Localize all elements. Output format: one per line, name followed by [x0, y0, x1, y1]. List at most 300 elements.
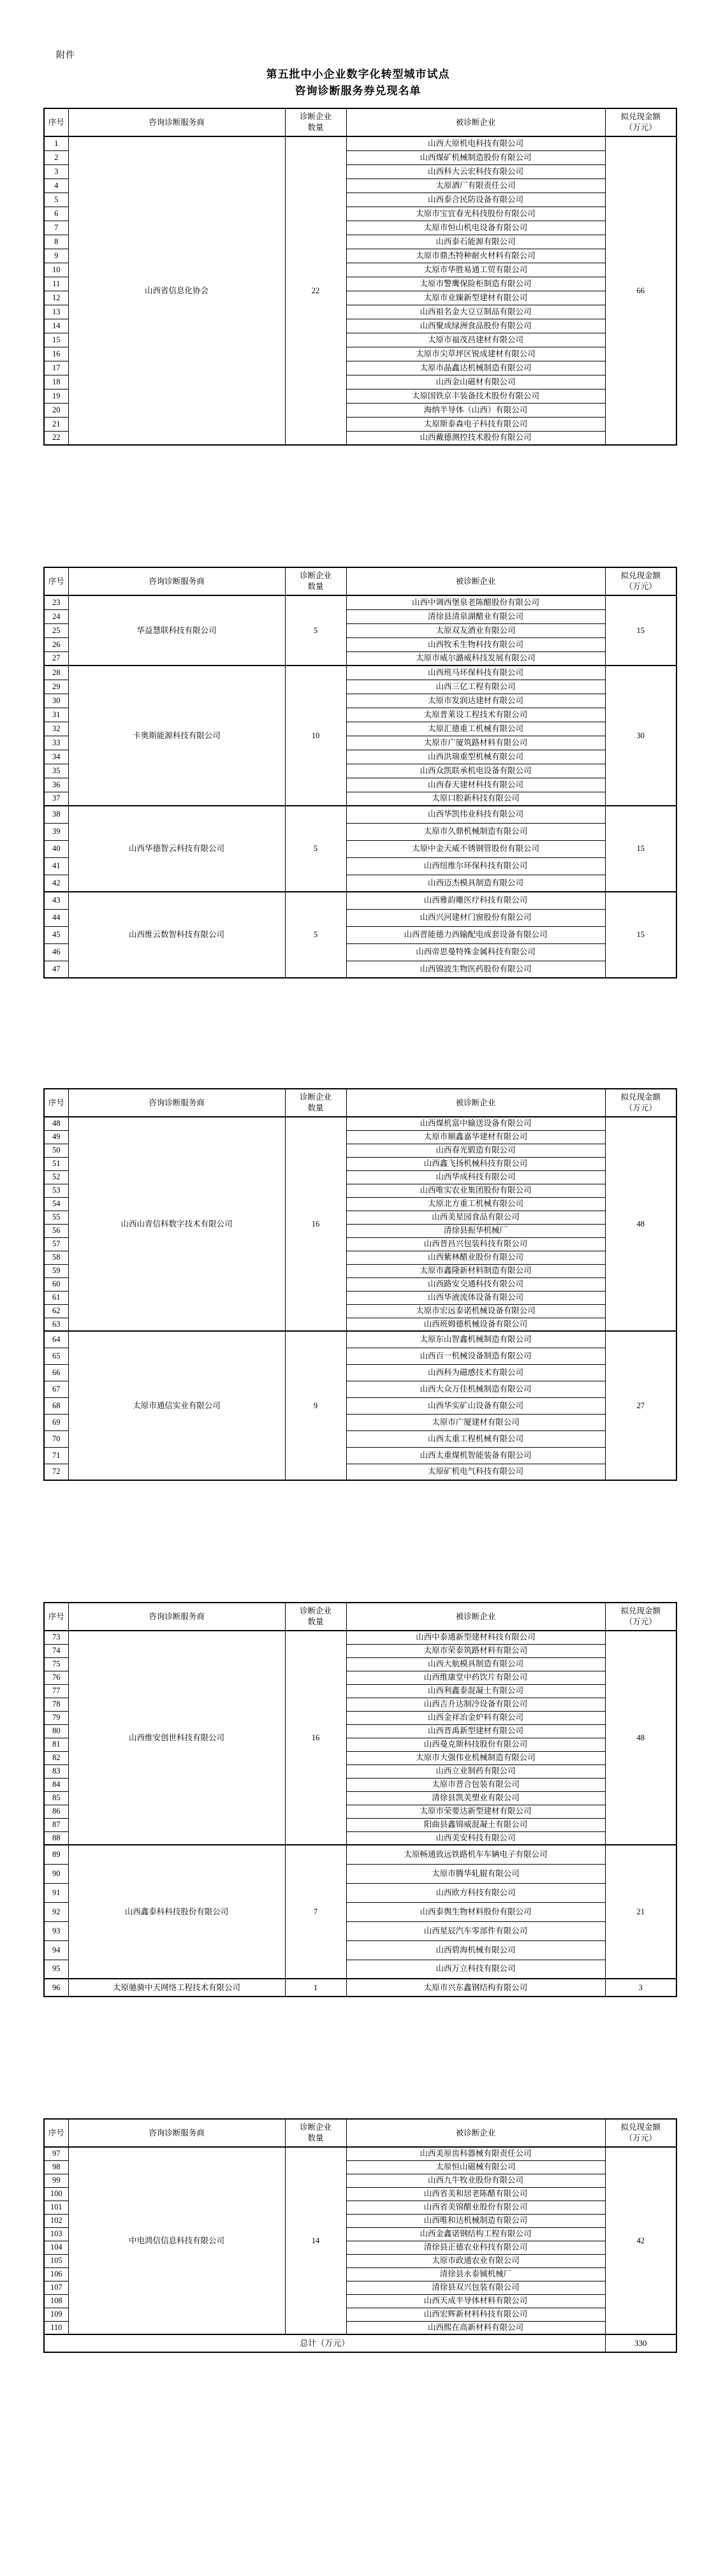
company-cell: 山西路安交通科技有限公司 [346, 1277, 605, 1291]
company-cell: 山西利鑫泰混凝土有限公司 [346, 1684, 605, 1698]
row-no: 76 [44, 1671, 68, 1684]
row-no: 25 [44, 623, 68, 637]
amount-cell: 66 [605, 136, 676, 445]
company-cell: 山西牧禾生物科技有限公司 [346, 637, 605, 651]
row-no: 49 [44, 1130, 68, 1144]
company-cell: 山西泰石能源有限公司 [346, 235, 605, 249]
count-cell: 5 [285, 595, 346, 666]
company-cell: 太原市腾华轧辊有限公司 [346, 1864, 605, 1883]
company-cell: 山西泰合民防设备有限公司 [346, 193, 605, 207]
row-no: 10 [44, 263, 68, 277]
row-no: 29 [44, 680, 68, 694]
page-title [0, 66, 716, 99]
table-row [44, 1979, 676, 1997]
company-cell: 山西大众万佳机械制造有限公司 [346, 1381, 605, 1397]
row-no: 33 [44, 736, 68, 750]
header-row [44, 1089, 676, 1117]
company-cell: 太原市鑫隆新材料制造有限公司 [346, 1264, 605, 1277]
col-header-count: 诊断企业 数量 [285, 1089, 346, 1117]
company-cell: 阳曲县鑫锦威混凝土有限公司 [346, 1818, 605, 1831]
company-cell: 山西春光锻造有限公司 [346, 1144, 605, 1157]
row-no: 11 [44, 277, 68, 291]
row-no: 21 [44, 417, 68, 431]
row-no: 34 [44, 750, 68, 764]
company-cell: 山西金山磁材有限公司 [346, 375, 605, 389]
count-cell: 5 [285, 806, 346, 892]
row-no: 79 [44, 1711, 68, 1724]
row-no: 56 [44, 1224, 68, 1237]
company-cell: 太原市宏远泰诺机械设备有限公司 [346, 1304, 605, 1318]
row-no: 27 [44, 651, 68, 666]
company-cell: 山西鑫飞扬机械科技有限公司 [346, 1157, 605, 1170]
row-no: 91 [44, 1883, 68, 1902]
table-row [44, 595, 676, 609]
row-no: 96 [44, 1979, 68, 1997]
company-cell: 山西中调西堡泉老陈醋股份有限公司 [346, 595, 605, 609]
company-cell: 山西美原齿科器械有限责任公司 [346, 2147, 605, 2160]
company-cell: 山西众凯联承机电设备有限公司 [346, 764, 605, 778]
company-cell: 太原恒山磁械有限公司 [346, 2160, 605, 2174]
count-cell: 5 [285, 892, 346, 978]
row-no: 87 [44, 1818, 68, 1831]
row-no: 61 [44, 1291, 68, 1304]
company-cell: 太原市兴东鑫钢结构有限公司 [346, 1979, 605, 1997]
row-no: 36 [44, 778, 68, 792]
row-no: 26 [44, 637, 68, 651]
row-no: 94 [44, 1940, 68, 1960]
amount-cell: 30 [605, 666, 676, 806]
row-no: 35 [44, 764, 68, 778]
page-break-gap [0, 1481, 716, 1602]
company-cell: 太原市尖草坪区锐成建材有限公司 [346, 347, 605, 361]
count-cell: 9 [285, 1331, 346, 1480]
company-cell: 太原市业臻新型建材有限公司 [346, 291, 605, 305]
company-cell: 太原市政通农业有限公司 [346, 2254, 605, 2267]
amount-cell: 27 [605, 1331, 676, 1480]
row-no: 102 [44, 2214, 68, 2227]
company-cell: 山西华液流体设备有限公司 [346, 1291, 605, 1304]
table-row [44, 1631, 676, 1644]
company-cell: 太原市晶鑫达机械制造有限公司 [346, 361, 605, 375]
company-cell: 太原市警鹰保险柜制造有限公司 [346, 277, 605, 291]
row-no: 62 [44, 1304, 68, 1318]
voucher-table-page-5 [43, 2118, 677, 2353]
row-no: 85 [44, 1791, 68, 1805]
row-no: 16 [44, 347, 68, 361]
company-cell: 太原市广厦建材有限公司 [346, 1414, 605, 1430]
count-cell: 1 [285, 1979, 346, 1997]
row-no: 1 [44, 136, 68, 150]
row-no: 54 [44, 1197, 68, 1211]
company-cell: 太原北方重工机械有限公司 [346, 1197, 605, 1211]
company-cell: 太原市荣泰筑路材料有限公司 [346, 1644, 605, 1657]
count-cell: 16 [285, 1117, 346, 1331]
row-no: 55 [44, 1211, 68, 1224]
company-cell: 太原市晋合包装有限公司 [346, 1778, 605, 1791]
row-no: 92 [44, 1902, 68, 1921]
col-header-company: 被诊断企业 [346, 2119, 605, 2147]
row-no: 46 [44, 943, 68, 961]
col-header-company: 被诊断企业 [346, 567, 605, 595]
col-header-company: 被诊断企业 [346, 1603, 605, 1631]
row-no: 53 [44, 1184, 68, 1197]
col-header-provider: 咨询诊断服务商 [68, 2119, 285, 2147]
col-header-amount: 拟兑现金额 （万元） [605, 2119, 676, 2147]
company-cell: 太原斯泰森电子科技有限公司 [346, 417, 605, 431]
company-cell: 山西立业制药有限公司 [346, 1765, 605, 1778]
count-cell: 22 [285, 136, 346, 445]
company-cell: 太原东山智鑫机械制造有限公司 [346, 1331, 605, 1348]
row-no: 48 [44, 1117, 68, 1130]
row-no: 59 [44, 1264, 68, 1277]
col-header-company: 被诊断企业 [346, 1089, 605, 1117]
row-no: 89 [44, 1845, 68, 1864]
row-no: 15 [44, 333, 68, 347]
company-cell: 清徐县正德农业科技有限公司 [346, 2241, 605, 2254]
provider-cell: 华益慧联科技有限公司 [68, 595, 285, 666]
row-no: 109 [44, 2308, 68, 2321]
company-cell: 太原市大强伟业机械制造有限公司 [346, 1751, 605, 1765]
row-no: 32 [44, 722, 68, 736]
amount-cell: 48 [605, 1117, 676, 1331]
row-no: 17 [44, 361, 68, 375]
row-no: 57 [44, 1237, 68, 1251]
company-cell: 清徐县永泰铖机械厂 [346, 2267, 605, 2281]
row-no: 104 [44, 2241, 68, 2254]
company-cell: 山西唯实农业集团股份有限公司 [346, 1184, 605, 1197]
row-no: 22 [44, 431, 68, 445]
company-cell: 太原矿机电气科技有限公司 [346, 1464, 605, 1480]
row-no: 31 [44, 708, 68, 722]
company-cell: 山西紫林醋业股份有限公司 [346, 1251, 605, 1264]
row-no: 69 [44, 1414, 68, 1430]
company-cell: 山西熙在高新材料有限公司 [346, 2321, 605, 2334]
row-no: 64 [44, 1331, 68, 1348]
row-no: 5 [44, 193, 68, 207]
company-cell: 山西春天建材科技有限公司 [346, 778, 605, 792]
page-title-line1: 第五批中小企业数字化转型城市试点 [266, 68, 450, 80]
row-no: 82 [44, 1751, 68, 1765]
col-header-count: 诊断企业 数量 [285, 2119, 346, 2147]
row-no: 30 [44, 694, 68, 708]
row-no: 60 [44, 1277, 68, 1291]
company-cell: 山西迈杰模具制造有限公司 [346, 875, 605, 892]
company-cell: 山西太重煤机智能装备有限公司 [346, 1447, 605, 1464]
col-header-count: 诊断企业 数量 [285, 567, 346, 595]
row-no: 38 [44, 806, 68, 823]
col-header-provider: 咨询诊断服务商 [68, 1603, 285, 1631]
company-cell: 太原市福茂昌建材有限公司 [346, 333, 605, 347]
amount-cell: 15 [605, 806, 676, 892]
row-no: 23 [44, 595, 68, 609]
row-no: 86 [44, 1805, 68, 1818]
provider-cell: 山西山青信科数字技术有限公司 [68, 1117, 285, 1331]
company-cell: 山西晋昌兴包装科技有限公司 [346, 1237, 605, 1251]
provider-cell: 太原市通信实业有限公司 [68, 1331, 285, 1480]
table-row [44, 1331, 676, 1348]
col-header-provider: 咨询诊断服务商 [68, 108, 285, 136]
company-cell: 山西太重工程机械有限公司 [346, 1430, 605, 1447]
company-cell: 山西碧海机械有限公司 [346, 1940, 605, 1960]
company-cell: 太原市久鼎机械制造有限公司 [346, 823, 605, 840]
row-no: 43 [44, 892, 68, 909]
company-cell: 山西吉升达制冷设备有限公司 [346, 1698, 605, 1711]
row-no: 52 [44, 1170, 68, 1184]
page-break-gap [0, 446, 716, 567]
company-cell: 山西金鑫诺钢结构工程有限公司 [346, 2227, 605, 2241]
col-header-no: 序号 [44, 1089, 68, 1117]
row-no: 9 [44, 249, 68, 263]
amount-cell: 48 [605, 1631, 676, 1845]
company-cell: 山西大原机电科技有限公司 [346, 136, 605, 150]
company-cell: 太原口腔新科技有限公司 [346, 792, 605, 806]
row-no: 81 [44, 1738, 68, 1751]
company-cell: 太原酒厂有限责任公司 [346, 178, 605, 193]
company-cell: 山西晋能德力西输配电成套设备有限公司 [346, 926, 605, 943]
company-cell: 山西帝思曼特殊金属科技有限公司 [346, 943, 605, 961]
company-cell: 山西洪瑞重型机械有限公司 [346, 750, 605, 764]
company-cell: 山西煤矿机械制造股份有限公司 [346, 150, 605, 164]
table-row [44, 666, 676, 680]
row-no: 7 [44, 221, 68, 235]
row-no: 37 [44, 792, 68, 806]
row-no: 66 [44, 1364, 68, 1381]
count-cell: 7 [285, 1845, 346, 1979]
row-no: 41 [44, 857, 68, 875]
col-header-amount: 拟兑现金额 （万元） [605, 1603, 676, 1631]
row-no: 70 [44, 1430, 68, 1447]
company-cell: 山西科为磁感技术有限公司 [346, 1364, 605, 1381]
row-no: 24 [44, 609, 68, 623]
provider-cell: 山西鑫泰科科技股份有限公司 [68, 1845, 285, 1979]
voucher-table-page-3 [43, 1088, 677, 1481]
company-cell: 山西星辰汽车零部件有限公司 [346, 1921, 605, 1940]
row-no: 110 [44, 2321, 68, 2334]
row-no: 18 [44, 375, 68, 389]
provider-cell: 中电鸿信信息科技有限公司 [68, 2147, 285, 2334]
company-cell: 山西美安科技有限公司 [346, 1831, 605, 1845]
row-no: 8 [44, 235, 68, 249]
provider-cell: 卡奥斯能源科技有限公司 [68, 666, 285, 806]
company-cell: 太原普莱设工程技术有限公司 [346, 708, 605, 722]
company-cell: 山西华实矿山设备有限公司 [346, 1397, 605, 1414]
amount-cell: 42 [605, 2147, 676, 2334]
col-header-amount: 拟兑现金额 （万元） [605, 567, 676, 595]
company-cell: 太原市发润达建材有限公司 [346, 694, 605, 708]
row-no: 106 [44, 2267, 68, 2281]
attachment-label: 附件 [56, 51, 75, 61]
provider-cell: 山西省信息化协会 [68, 136, 285, 445]
table-row [44, 1117, 676, 1130]
company-cell: 山西煤机富中输送设备有限公司 [346, 1117, 605, 1130]
provider-cell: 山西维云数智科技有限公司 [68, 892, 285, 978]
count-cell: 16 [285, 1631, 346, 1845]
row-no: 20 [44, 403, 68, 417]
provider-cell: 山西维安创世科技有限公司 [68, 1631, 285, 1845]
company-cell: 山西聚成绿洲食品股份有限公司 [346, 319, 605, 333]
row-no: 100 [44, 2187, 68, 2201]
row-no: 71 [44, 1447, 68, 1464]
company-cell: 太原双友酒业有限公司 [346, 623, 605, 637]
col-header-count: 诊断企业 数量 [285, 108, 346, 136]
amount-cell: 21 [605, 1845, 676, 1979]
table-row [44, 806, 676, 823]
provider-cell: 太原驰骑中天网络工程技术有限公司 [68, 1979, 285, 1997]
company-cell: 清徐县双兴包装有限公司 [346, 2281, 605, 2294]
row-no: 73 [44, 1631, 68, 1644]
amount-cell: 15 [605, 595, 676, 666]
provider-cell: 山西华德智云科技有限公司 [68, 806, 285, 892]
company-cell: 山西班姆德机械设备有限公司 [346, 1318, 605, 1331]
company-cell: 山西美星园食品有限公司 [346, 1211, 605, 1224]
company-cell: 山西华凯伟业科技有限公司 [346, 806, 605, 823]
col-header-provider: 咨询诊断服务商 [68, 1089, 285, 1117]
company-cell: 山西九牛牧业股份有限公司 [346, 2174, 605, 2187]
page-title-line2: 咨询诊断服务券兑现名单 [295, 84, 421, 97]
header-row [44, 567, 676, 595]
company-cell: 山西科大云宏科技有限公司 [346, 164, 605, 178]
header-row [44, 108, 676, 136]
row-no: 13 [44, 305, 68, 319]
col-header-amount: 拟兑现金额 （万元） [605, 1089, 676, 1117]
row-no: 50 [44, 1144, 68, 1157]
amount-cell: 3 [605, 1979, 676, 1997]
row-no: 44 [44, 909, 68, 926]
company-cell: 山西万立科技有限公司 [346, 1960, 605, 1979]
row-no: 19 [44, 389, 68, 403]
table-row [44, 1845, 676, 1864]
col-header-no: 序号 [44, 1603, 68, 1631]
row-no: 103 [44, 2227, 68, 2241]
row-no: 4 [44, 178, 68, 193]
company-cell: 太原市荣要达新型建材有限公司 [346, 1805, 605, 1818]
row-no: 28 [44, 666, 68, 680]
company-cell: 山西晋禹新型建材有限公司 [346, 1724, 605, 1738]
company-cell: 太原市恒山机电设备有限公司 [346, 221, 605, 235]
table-row [44, 136, 676, 150]
company-cell: 山西班马环保科技有限公司 [346, 666, 605, 680]
col-header-amount: 拟兑现金额 （万元） [605, 108, 676, 136]
row-no: 65 [44, 1348, 68, 1364]
row-no: 98 [44, 2160, 68, 2174]
row-no: 105 [44, 2254, 68, 2267]
row-no: 67 [44, 1381, 68, 1397]
company-cell: 太原汇德重工机械有限公司 [346, 722, 605, 736]
company-cell: 山西唯和达机械制造有限公司 [346, 2214, 605, 2227]
company-cell: 太原国铁京丰装备技术股份有限公司 [346, 389, 605, 403]
company-cell: 太原市威尔潞威科技发展有限公司 [346, 651, 605, 666]
company-cell: 清徐县振华机械厂 [346, 1224, 605, 1237]
company-cell: 山西大航模具制造有限公司 [346, 1657, 605, 1671]
row-no: 88 [44, 1831, 68, 1845]
company-cell: 山西省美和居老陈醋有限公司 [346, 2187, 605, 2201]
row-no: 80 [44, 1724, 68, 1738]
company-cell: 山西曼克斯科技股份有限公司 [346, 1738, 605, 1751]
col-header-provider: 咨询诊断服务商 [68, 567, 285, 595]
row-no: 93 [44, 1921, 68, 1940]
company-cell: 太原市宝宜春光科技股份有限公司 [346, 207, 605, 221]
row-no: 95 [44, 1960, 68, 1979]
company-cell: 山西兴河建材门窗股份有限公司 [346, 909, 605, 926]
row-no: 40 [44, 840, 68, 857]
company-cell: 太原畅通致远铁路机车车辆电子有限公司 [346, 1845, 605, 1864]
total-value: 330 [605, 2334, 676, 2352]
table-row [44, 2147, 676, 2160]
company-cell: 山西欧方科技有限公司 [346, 1883, 605, 1902]
col-header-no: 序号 [44, 2119, 68, 2147]
row-no: 45 [44, 926, 68, 943]
company-cell: 山西维康堂中药饮片有限公司 [346, 1671, 605, 1684]
row-no: 51 [44, 1157, 68, 1170]
row-no: 101 [44, 2201, 68, 2214]
row-no: 78 [44, 1698, 68, 1711]
company-cell: 太原市顺鑫嘉华建材有限公司 [346, 1130, 605, 1144]
company-cell: 太原中金天威不锈钢管股份有限公司 [346, 840, 605, 857]
row-no: 99 [44, 2174, 68, 2187]
voucher-table-page-1 [43, 108, 677, 446]
col-header-count: 诊断企业 数量 [285, 1603, 346, 1631]
count-cell: 14 [285, 2147, 346, 2334]
row-no: 77 [44, 1684, 68, 1698]
company-cell: 山西锦波生物医药股份有限公司 [346, 961, 605, 978]
amount-cell: 15 [605, 892, 676, 978]
row-no: 107 [44, 2281, 68, 2294]
table-row [44, 892, 676, 909]
header-row [44, 1603, 676, 1631]
company-cell: 山西中泰通新型建材科技有限公司 [346, 1631, 605, 1644]
company-cell: 山西百一机械设备制造有限公司 [346, 1348, 605, 1364]
page-break-gap [0, 979, 716, 1088]
total-row [44, 2334, 676, 2352]
row-no: 90 [44, 1864, 68, 1883]
row-no: 72 [44, 1464, 68, 1480]
company-cell: 山西祖名金大豆豆制品有限公司 [346, 305, 605, 319]
header-row [44, 2119, 676, 2147]
row-no: 3 [44, 164, 68, 178]
voucher-table-page-2 [43, 567, 677, 979]
company-cell: 太原市广厦筑路材料有限公司 [346, 736, 605, 750]
row-no: 63 [44, 1318, 68, 1331]
row-no: 47 [44, 961, 68, 978]
row-no: 108 [44, 2294, 68, 2308]
company-cell: 清徐县凯美塑业有限公司 [346, 1791, 605, 1805]
row-no: 75 [44, 1657, 68, 1671]
col-header-no: 序号 [44, 108, 68, 136]
row-no: 97 [44, 2147, 68, 2160]
row-no: 58 [44, 1251, 68, 1264]
total-label: 总计（万元） [44, 2334, 605, 2352]
company-cell: 太原市华胜易通工贸有限公司 [346, 263, 605, 277]
row-no: 68 [44, 1397, 68, 1414]
voucher-table-page-4 [43, 1602, 677, 1997]
company-cell: 山西戴德测控技术股份有限公司 [346, 431, 605, 445]
company-cell: 山西华成科技有限公司 [346, 1170, 605, 1184]
count-cell: 10 [285, 666, 346, 806]
row-no: 2 [44, 150, 68, 164]
row-no: 84 [44, 1778, 68, 1791]
company-cell: 山西三亿工程有限公司 [346, 680, 605, 694]
company-cell: 山西纽维尔环保科技有限公司 [346, 857, 605, 875]
row-no: 83 [44, 1765, 68, 1778]
col-header-no: 序号 [44, 567, 68, 595]
company-cell: 山西泰舆生物材料股份有限公司 [346, 1902, 605, 1921]
company-cell: 山西宏辉新材料科技有限公司 [346, 2308, 605, 2321]
company-cell: 山西金祥冶金炉料有限公司 [346, 1711, 605, 1724]
company-cell: 山西省美锦醋业股份有限公司 [346, 2201, 605, 2214]
col-header-company: 被诊断企业 [346, 108, 605, 136]
company-cell: 太原市鼎杰特种耐火材料有限公司 [346, 249, 605, 263]
company-cell: 山西天成半导体材料有限公司 [346, 2294, 605, 2308]
